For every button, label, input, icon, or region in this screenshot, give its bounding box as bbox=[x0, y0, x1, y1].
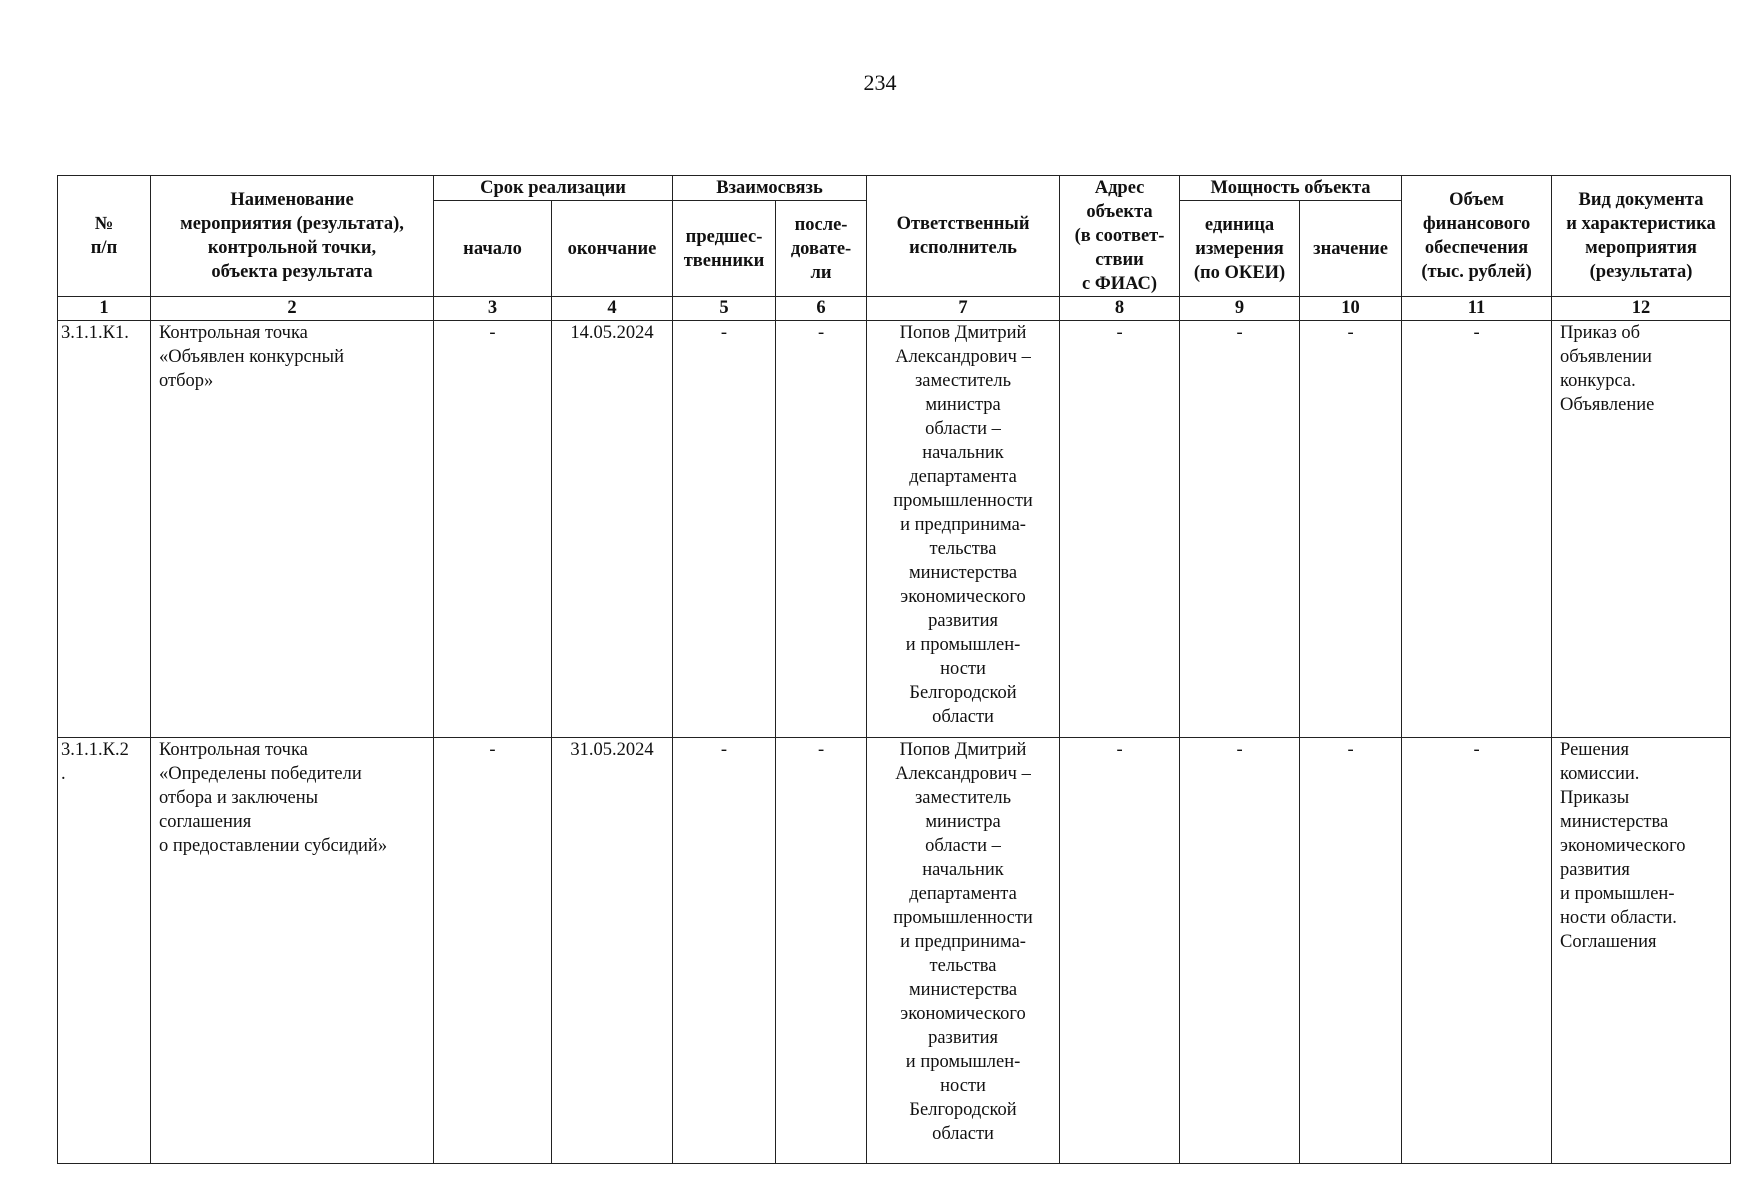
column-number: 8 bbox=[1060, 297, 1180, 321]
column-number-row bbox=[58, 297, 1731, 321]
row-successors: - bbox=[776, 738, 867, 1164]
header-document: Вид документа и характеристика мероприятия (результата) bbox=[1552, 176, 1731, 297]
header-unit: единица измерения (по ОКЕИ) bbox=[1180, 201, 1300, 297]
column-number: 4 bbox=[552, 297, 673, 321]
column-number: 3 bbox=[434, 297, 552, 321]
row-value: - bbox=[1300, 321, 1402, 738]
column-number: 7 bbox=[867, 297, 1060, 321]
header-row-1 bbox=[58, 176, 1731, 201]
column-number: 1 bbox=[58, 297, 151, 321]
header-finance: Объем финансового обеспечения (тыс. рублей) bbox=[1402, 176, 1552, 297]
header-group-term: Срок реализации bbox=[434, 176, 673, 201]
row-address: - bbox=[1060, 738, 1180, 1164]
header-name: Наименование мероприятия (результата), контрольной точки, объекта результата bbox=[151, 176, 434, 297]
row-name: Контрольная точка «Определены победители отбора и заключены соглашения о предоставлении субсидий» bbox=[151, 738, 434, 1164]
row-value: - bbox=[1300, 738, 1402, 1164]
page-number: 234 bbox=[863, 70, 897, 95]
row-end: 31.05.2024 bbox=[552, 738, 673, 1164]
row-responsible: Попов Дмитрий Александрович – заместитель министра области – начальник департамента промышленности и предпринима- тельства министерства экономического развития и промышлен- ности Белгородской области bbox=[867, 321, 1060, 738]
header-group-power: Мощность объекта bbox=[1180, 176, 1402, 201]
header-num: № п/п bbox=[58, 176, 151, 297]
row-end: 14.05.2024 bbox=[552, 321, 673, 738]
header-successors: после- довате- ли bbox=[776, 201, 867, 297]
header-responsible: Ответственный исполнитель bbox=[867, 176, 1060, 297]
header-predecessors: предшес- твенники bbox=[673, 201, 776, 297]
header-group-link: Взаимосвязь bbox=[673, 176, 867, 201]
row-predecessors: - bbox=[673, 738, 776, 1164]
row-id: 3.1.1.К1. bbox=[58, 321, 151, 738]
header-address: Адрес объекта (в соответ- ствии с ФИАС) bbox=[1060, 176, 1180, 297]
column-number: 10 bbox=[1300, 297, 1402, 321]
row-unit: - bbox=[1180, 321, 1300, 738]
row-finance: - bbox=[1402, 321, 1552, 738]
row-document: Приказ об объявлении конкурса. Объявление bbox=[1552, 321, 1731, 738]
row-successors: - bbox=[776, 321, 867, 738]
table-row bbox=[58, 321, 1731, 738]
activity-table bbox=[57, 175, 1731, 1164]
column-number: 11 bbox=[1402, 297, 1552, 321]
header-start: начало bbox=[434, 201, 552, 297]
column-number: 6 bbox=[776, 297, 867, 321]
row-finance: - bbox=[1402, 738, 1552, 1164]
row-unit: - bbox=[1180, 738, 1300, 1164]
row-predecessors: - bbox=[673, 321, 776, 738]
header-value: значение bbox=[1300, 201, 1402, 297]
header-end: окончание bbox=[552, 201, 673, 297]
row-document: Решения комиссии. Приказы министерства экономического развития и промышлен- ности области. Соглашения bbox=[1552, 738, 1731, 1164]
row-start: - bbox=[434, 321, 552, 738]
column-number: 2 bbox=[151, 297, 434, 321]
row-name: Контрольная точка «Объявлен конкурсный отбор» bbox=[151, 321, 434, 738]
column-number: 12 bbox=[1552, 297, 1731, 321]
column-number: 9 bbox=[1180, 297, 1300, 321]
row-address: - bbox=[1060, 321, 1180, 738]
column-number: 5 bbox=[673, 297, 776, 321]
table-row bbox=[58, 738, 1731, 1164]
row-start: - bbox=[434, 738, 552, 1164]
row-responsible: Попов Дмитрий Александрович – заместитель министра области – начальник департамента промышленности и предпринима- тельства министерства экономического развития и промышлен- ности Белгородской области bbox=[867, 738, 1060, 1164]
row-id: 3.1.1.К.2 . bbox=[58, 738, 151, 1164]
